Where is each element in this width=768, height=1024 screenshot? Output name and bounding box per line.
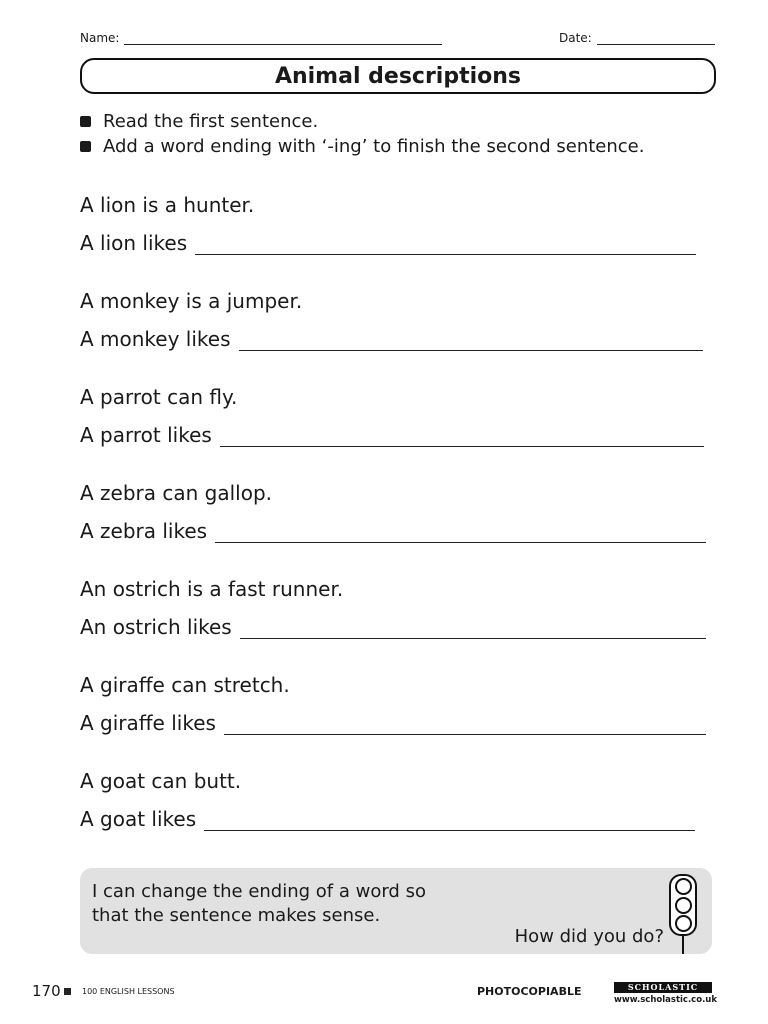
- self-assessment-line: I can change the ending of a word so: [92, 881, 426, 902]
- exercise-completion: [80, 797, 720, 831]
- exercise-prompt: A monkey likes: [80, 327, 231, 351]
- traffic-light-lamp[interactable]: [675, 897, 692, 914]
- answer-line[interactable]: [215, 520, 706, 543]
- page-title: Animal descriptions: [274, 63, 522, 89]
- instructions: [80, 109, 644, 159]
- traffic-light-icon[interactable]: [669, 874, 697, 954]
- exercise-completion: [80, 221, 720, 255]
- exercise-sentence: A lion is a hunter.: [80, 193, 255, 217]
- date-field[interactable]: [559, 30, 715, 45]
- name-field[interactable]: [80, 30, 442, 45]
- exercise-sentence: A goat can butt.: [80, 769, 242, 793]
- answer-line[interactable]: [195, 232, 696, 255]
- instruction-text: Read the first sentence.: [103, 111, 319, 132]
- exercise-completion: [80, 605, 720, 639]
- footer-bullet-icon: [64, 988, 71, 995]
- traffic-light-pole: [682, 936, 684, 954]
- publisher-logo: SCHOLASTIC: [614, 982, 712, 993]
- exercise-sentence: A parrot can fly.: [80, 385, 238, 409]
- exercise-prompt: A zebra likes: [80, 519, 208, 543]
- exercise-prompt: A giraffe likes: [80, 711, 216, 735]
- exercise-completion: [80, 317, 720, 351]
- instruction-item: [80, 109, 644, 134]
- exercise-lion: [80, 189, 720, 255]
- traffic-light-lamp[interactable]: [675, 878, 692, 895]
- self-assessment-box: [80, 868, 712, 954]
- exercise-sentence: A monkey is a jumper.: [80, 289, 303, 313]
- answer-line[interactable]: [204, 808, 695, 831]
- date-line[interactable]: [597, 30, 715, 45]
- self-assessment-text: [92, 880, 426, 928]
- traffic-light-body: [669, 874, 697, 936]
- exercise-sentence: A giraffe can stretch.: [80, 673, 290, 697]
- instruction-item: [80, 134, 644, 159]
- exercise-goat: [80, 765, 720, 831]
- exercise-parrot: [80, 381, 720, 447]
- photocopiable-label: PHOTOCOPIABLE: [477, 985, 582, 998]
- publisher-block: [614, 982, 717, 1005]
- exercise-ostrich: [80, 573, 720, 639]
- bullet-icon: [80, 116, 91, 127]
- exercise-sentence: A zebra can gallop.: [80, 481, 273, 505]
- answer-line[interactable]: [239, 328, 703, 351]
- footer: [0, 982, 768, 1006]
- name-line[interactable]: [124, 30, 442, 45]
- exercise-completion: [80, 413, 720, 447]
- exercise-zebra: [80, 477, 720, 543]
- series-title: 100 ENGLISH LESSONS: [82, 987, 175, 996]
- exercise-completion: [80, 509, 720, 543]
- exercise-prompt: A lion likes: [80, 231, 188, 255]
- traffic-light-lamp[interactable]: [675, 915, 692, 932]
- answer-line[interactable]: [224, 712, 706, 735]
- exercise-prompt: A goat likes: [80, 807, 197, 831]
- bullet-icon: [80, 141, 91, 152]
- exercise-sentence: An ostrich is a fast runner.: [80, 577, 344, 601]
- instruction-text: Add a word ending with ‘-ing’ to finish the second sentence.: [103, 136, 645, 157]
- page-number: 170: [32, 982, 61, 1000]
- exercise-monkey: [80, 285, 720, 351]
- exercise-prompt: An ostrich likes: [80, 615, 232, 639]
- exercise-prompt: A parrot likes: [80, 423, 212, 447]
- name-label: Name:: [80, 31, 120, 45]
- title-box: [80, 58, 716, 94]
- answer-line[interactable]: [220, 424, 704, 447]
- publisher-url[interactable]: www.scholastic.co.uk: [614, 995, 717, 1005]
- date-label: Date:: [559, 31, 592, 45]
- answer-line[interactable]: [240, 616, 706, 639]
- self-assessment-question: How did you do?: [514, 926, 664, 947]
- self-assessment-line: that the sentence makes sense.: [92, 905, 381, 926]
- exercise-completion: [80, 701, 720, 735]
- exercise-giraffe: [80, 669, 720, 735]
